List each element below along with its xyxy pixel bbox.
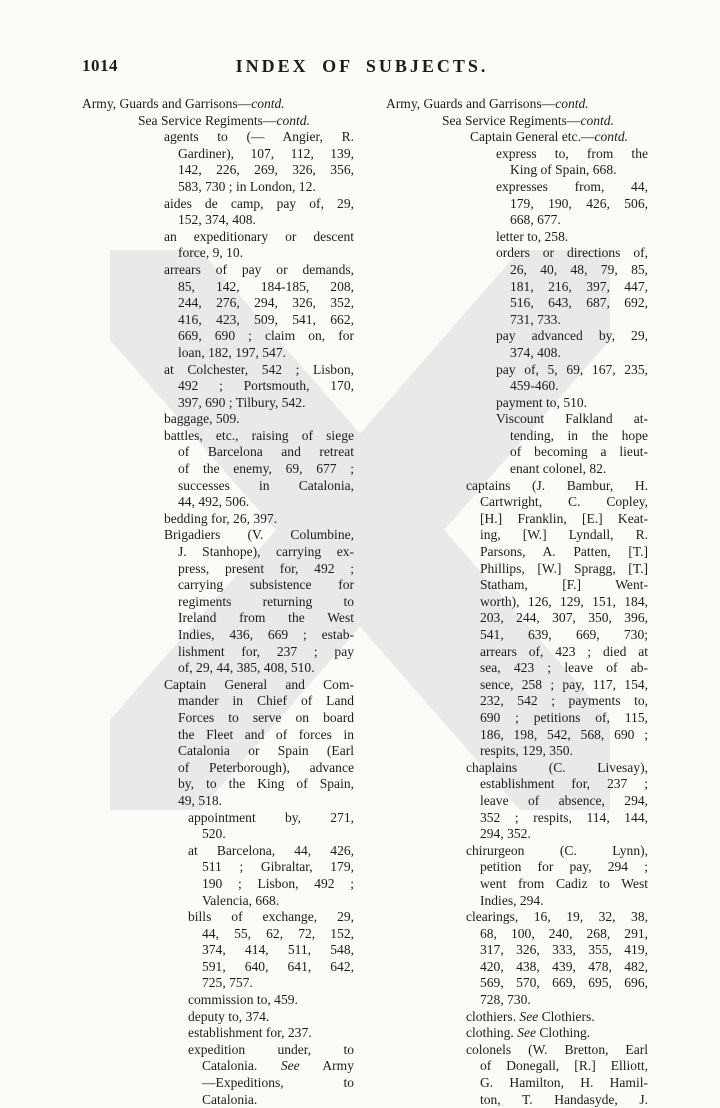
index-line: 516, 643, 687, 692,: [510, 295, 648, 311]
index-line: deputy to, 374.: [188, 1008, 270, 1024]
index-line: 152, 374, 408.: [178, 212, 256, 228]
right-column: [386, 96, 648, 1108]
index-line: [H.] Franklin, [E.] Keat-: [480, 510, 648, 526]
index-line: petition for pay, 294 ;: [480, 859, 648, 875]
index-line: ton, T. Handasyde, J.: [480, 1091, 648, 1107]
index-line: Valencia, 668.: [202, 892, 280, 908]
index-line: 44, 55, 62, 72, 152,: [202, 925, 354, 941]
index-line: 583, 730 ; in London, 12.: [178, 178, 316, 194]
index-line: G. Hamilton, H. Hamil-: [480, 1075, 648, 1091]
index-line: of the enemy, 69, 677 ;: [178, 461, 354, 477]
index-line: Catalonia. See Army: [202, 1058, 354, 1074]
index-line: 520.: [202, 826, 226, 842]
index-line: 397, 690 ; Tilbury, 542.: [178, 394, 306, 410]
index-line: orders or directions of,: [496, 245, 648, 261]
index-line: 68, 100, 240, 268, 291,: [480, 925, 648, 941]
index-line: 690 ; petitions of, 115,: [480, 709, 648, 725]
index-line: Captain General and Com-: [164, 676, 354, 692]
index-line: respits, 129, 350.: [480, 743, 573, 759]
index-line: 244, 276, 294, 326, 352,: [178, 295, 354, 311]
index-line: Cartwright, C. Copley,: [480, 494, 648, 510]
index-line: 203, 244, 307, 350, 396,: [480, 610, 648, 626]
index-line: force, 9, 10.: [178, 245, 244, 261]
index-line: express to, from the: [496, 145, 648, 161]
index-line: by, to the King of Spain,: [178, 776, 354, 792]
index-line: Statham, [F.] Went-: [480, 577, 648, 593]
index-line: appointment by, 271,: [188, 809, 354, 825]
index-line: 352 ; respits, 114, 144,: [480, 809, 648, 825]
index-line: 49, 518.: [178, 792, 223, 808]
index-line: sence, 258 ; pay, 117, 154,: [480, 676, 648, 692]
index-line: Phillips, [W.] Spragg, [T.]: [480, 560, 648, 576]
index-line: 374, 408.: [510, 344, 561, 360]
index-line: Parsons, A. Patten, [T.]: [480, 544, 648, 560]
index-line: commission to, 459.: [188, 992, 298, 1008]
index-line: mander in Chief of Land: [178, 693, 354, 709]
index-line: enant colonel, 82.: [510, 461, 607, 477]
index-line: went from Cadiz to West: [480, 875, 648, 891]
index-line: pay of, 5, 69, 167, 235,: [496, 361, 648, 377]
index-line: baggage, 509.: [164, 411, 240, 427]
index-line: agents to (— Angier, R.: [164, 129, 354, 145]
index-line: 541, 639, 669, 730;: [480, 627, 648, 642]
index-line: Captain General etc.—contd.: [470, 129, 628, 145]
index-line: establishment for, 237.: [188, 1025, 312, 1041]
index-line: 420, 438, 439, 478, 482,: [480, 958, 648, 974]
index-line: sea, 423 ; leave of ab-: [480, 660, 648, 676]
index-line: Army, Guards and Garrisons—contd.: [82, 96, 285, 111]
index-line: J. Stanhope), carrying ex-: [178, 544, 354, 560]
index-line: chirurgeon (C. Lynn),: [466, 842, 648, 858]
index-line: 416, 423, 509, 541, 662,: [178, 311, 354, 327]
index-line: bills of exchange, 29,: [188, 909, 354, 925]
index-line: Army, Guards and Garrisons—contd.: [386, 96, 589, 111]
index-line: 569, 570, 669, 695, 696,: [480, 975, 648, 991]
index-line: 725, 757.: [202, 975, 253, 991]
index-line: at Colchester, 542 ; Lisbon,: [164, 361, 354, 377]
index-line: 459-460.: [510, 378, 559, 394]
index-line: successes in Catalonia,: [178, 477, 354, 493]
index-line: 374, 414, 511, 548,: [202, 942, 354, 958]
index-line: Catalonia or Spain (Earl: [178, 743, 354, 759]
index-line: press, present for, 492 ;: [178, 560, 354, 576]
index-line: the Fleet and of forces in: [178, 726, 354, 742]
index-line: an expeditionary or descent: [164, 228, 354, 244]
index-line: 26, 40, 48, 79, 85,: [510, 261, 648, 277]
index-line: bedding for, 26, 397.: [164, 510, 278, 526]
index-line: clearings, 16, 19, 32, 38,: [466, 909, 648, 925]
index-line: clothiers. See Clothiers.: [466, 1008, 595, 1024]
page-number: 1014: [82, 56, 118, 75]
index-line: worth), 126, 129, 151, 184,: [480, 593, 648, 609]
index-line: Viscount Falkland at-: [496, 411, 648, 427]
index-line: expresses from, 44,: [496, 178, 648, 194]
index-line: of, 29, 44, 385, 408, 510.: [178, 660, 315, 676]
index-line: loan, 182, 197, 547.: [178, 344, 286, 360]
index-line: Indies, 294.: [480, 892, 544, 908]
index-line: arrears of, 423 ; died at: [480, 643, 648, 659]
index-line: battles, etc., raising of siege: [164, 427, 354, 443]
index-line: expedition under, to: [188, 1041, 354, 1057]
index-line: 44, 492, 506.: [178, 494, 250, 510]
index-line: 731, 733.: [510, 311, 561, 327]
index-line: 85, 142, 184-185, 208,: [178, 278, 354, 294]
index-line: captains (J. Bambur, H.: [466, 477, 648, 493]
index-line: establishment for, 237 ;: [480, 776, 648, 792]
index-line: letter to, 258.: [496, 228, 569, 244]
index-line: Sea Service Regiments—contd.: [138, 112, 310, 128]
index-line: 317, 326, 333, 355, 419,: [480, 942, 648, 958]
index-line: colonels (W. Bretton, Earl: [466, 1041, 648, 1057]
left-column: [82, 96, 354, 1108]
index-line: ing, [W.] Lyndall, R.: [480, 527, 648, 543]
index-line: 142, 226, 269, 326, 356,: [178, 162, 354, 178]
index-line: 511 ; Gibraltar, 179,: [202, 859, 354, 875]
page-header: [82, 56, 642, 80]
index-line: 294, 352.: [480, 826, 531, 842]
index-line: Brigadiers (V. Columbine,: [164, 527, 354, 543]
index-line: 232, 542 ; payments to,: [480, 693, 648, 709]
index-line: of Donegall, [R.] Elliott,: [480, 1058, 648, 1074]
index-line: lishment for, 237 ; pay: [178, 643, 354, 659]
index-line: aides de camp, pay of, 29,: [164, 195, 354, 211]
running-head: INDEX OF SUBJECTS.: [235, 56, 489, 76]
index-line: —Expeditions, to: [202, 1075, 354, 1091]
index-line: 179, 190, 426, 506,: [510, 195, 648, 211]
index-line: Forces to serve on board: [178, 709, 354, 725]
index-line: tending, in the hope: [510, 427, 648, 443]
index-line: payment to, 510.: [496, 394, 588, 410]
index-line: Sea Service Regiments—contd.: [442, 112, 614, 128]
index-line: of Peterborough), advance: [178, 759, 354, 775]
index-line: leave of absence, 294,: [480, 792, 648, 808]
index-line: regiments returning to: [178, 593, 354, 609]
index-line: Gardiner), 107, 112, 139,: [178, 145, 354, 161]
index-line: 190 ; Lisbon, 492 ;: [202, 875, 354, 891]
index-line: of becoming a lieut-: [510, 444, 648, 460]
index-line: carrying subsistence for: [178, 577, 354, 593]
index-line: chaplains (C. Livesay),: [466, 759, 648, 775]
index-line: King of Spain, 668.: [510, 162, 617, 178]
index-line: Catalonia.: [202, 1091, 258, 1107]
index-line: of Barcelona and retreat: [178, 444, 354, 460]
index-line: 591, 640, 641, 642,: [202, 958, 354, 974]
index-line: 669, 690 ; claim on, for: [178, 328, 354, 344]
index-line: 492 ; Portsmouth, 170,: [178, 378, 354, 394]
index-line: 181, 216, 397, 447,: [510, 278, 648, 294]
index-line: at Barcelona, 44, 426,: [188, 842, 354, 858]
index-line: 186, 198, 542, 568, 690 ;: [480, 726, 648, 742]
index-line: clothing. See Clothing.: [466, 1025, 591, 1041]
index-line: 728, 730.: [480, 992, 531, 1008]
index-line: arrears of pay or demands,: [164, 261, 354, 277]
index-line: Ireland from the West: [178, 610, 354, 626]
index-line: Indies, 436, 669 ; estab-: [178, 627, 354, 642]
index-line: 668, 677.: [510, 212, 561, 228]
index-line: pay advanced by, 29,: [496, 328, 648, 344]
